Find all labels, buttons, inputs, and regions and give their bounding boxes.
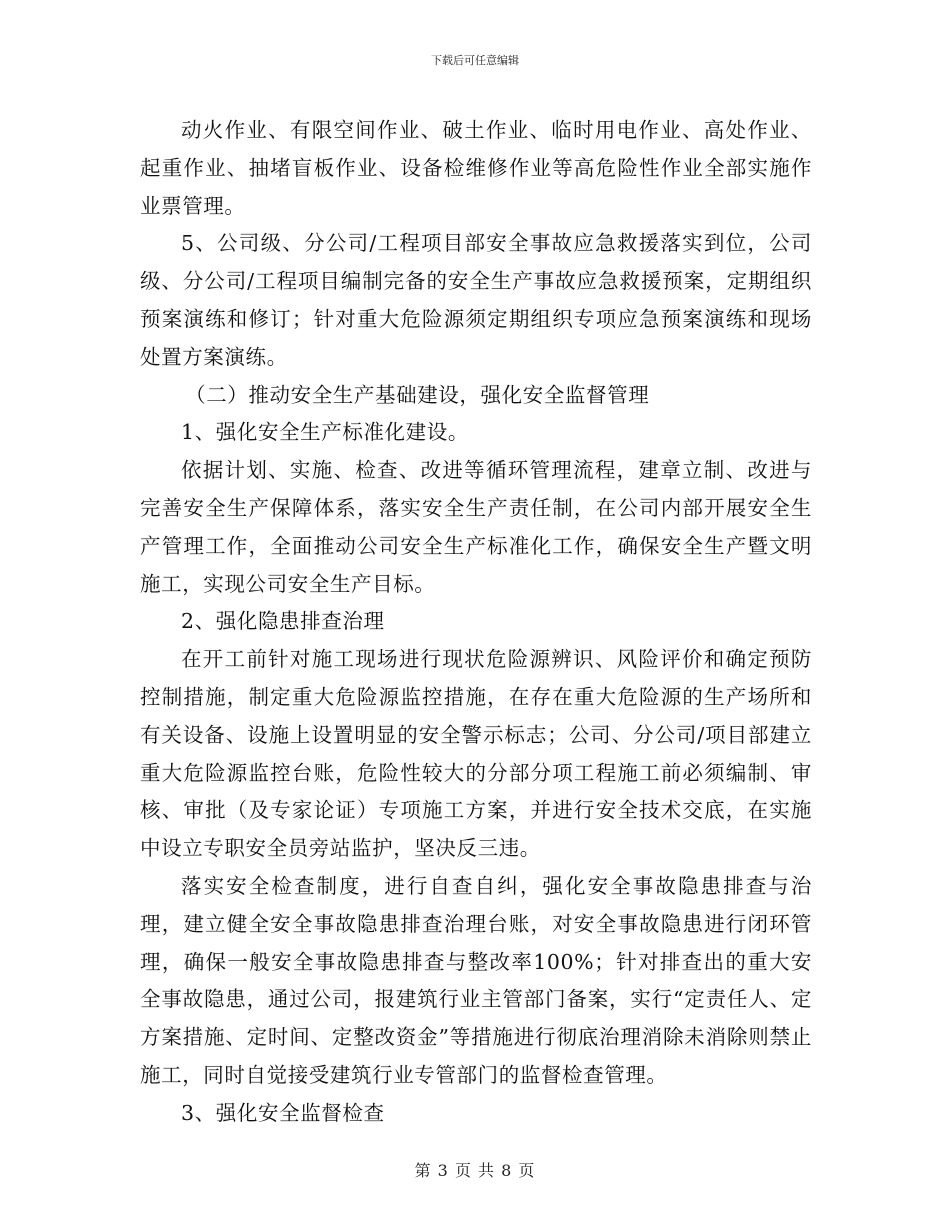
page-header: 下载后可任意编辑	[431, 54, 519, 67]
subsection-heading: 2、强化隐患排查治理	[181, 609, 385, 634]
subsection-heading: 1、强化安全生产标准化建设。	[181, 420, 469, 445]
paragraph: 5、公司级、分公司/工程项目部安全事故应急救援落实到位，公司级、分公司/工程项目编制完备的安全生产事故应急救援预案，定期组织预案演练和修订；针对重大危险源须定期组织专项应急预案演练和现场处置方案演练。	[140, 231, 812, 369]
paragraph: 落实安全检查制度，进行自查自纠，强化安全事故隐患排查与治理，建立健全安全事故隐患排查治理台账，对安全事故隐患进行闭环管理，确保一般安全事故隐患排查与整改率100%；针对排查出的重大安全事故隐患，通过公司，报建筑行业主管部门备案，实行“定责任人、定方案措施、定时间、定整改资金”等措施进行彻底治理消除未消除则禁止施工，同时自觉接受建筑行业专管部门的监督检查管理。	[140, 873, 812, 1087]
document-body	[140, 112, 812, 1133]
paragraph: 在开工前针对施工现场进行现状危险源辨识、风险评价和确定预防控制措施，制定重大危险源监控措施，在存在重大危险源的生产场所和有关设备、设施上设置明显的安全警示标志；公司、分公司/项目部建立重大危险源监控台账，危险性较大的分部分项工程施工前必须编制、审核、审批（及专家论证）专项施工方案，并进行安全技术交底，在实施中设立专职安全员旁站监护，坚决反三违。	[140, 647, 812, 861]
paragraph: 动火作业、有限空间作业、破土作业、临时用电作业、高处作业、起重作业、抽堵盲板作业、设备检维修作业等高危险性作业全部实施作业票管理。	[140, 118, 812, 218]
section-heading: （二）推动安全生产基础建设，强化安全监督管理	[185, 382, 650, 407]
page-footer: 第 3 页 共 8 页	[414, 1161, 536, 1180]
paragraph: 依据计划、实施、检查、改进等循环管理流程，建章立制、改进与完善安全生产保障体系，落实安全生产责任制，在公司内部开展安全生产管理工作，全面推动公司安全生产标准化工作，确保安全生产暨文明施工，实现公司安全生产目标。	[140, 458, 812, 596]
subsection-heading: 3、强化安全监督检查	[181, 1100, 385, 1125]
